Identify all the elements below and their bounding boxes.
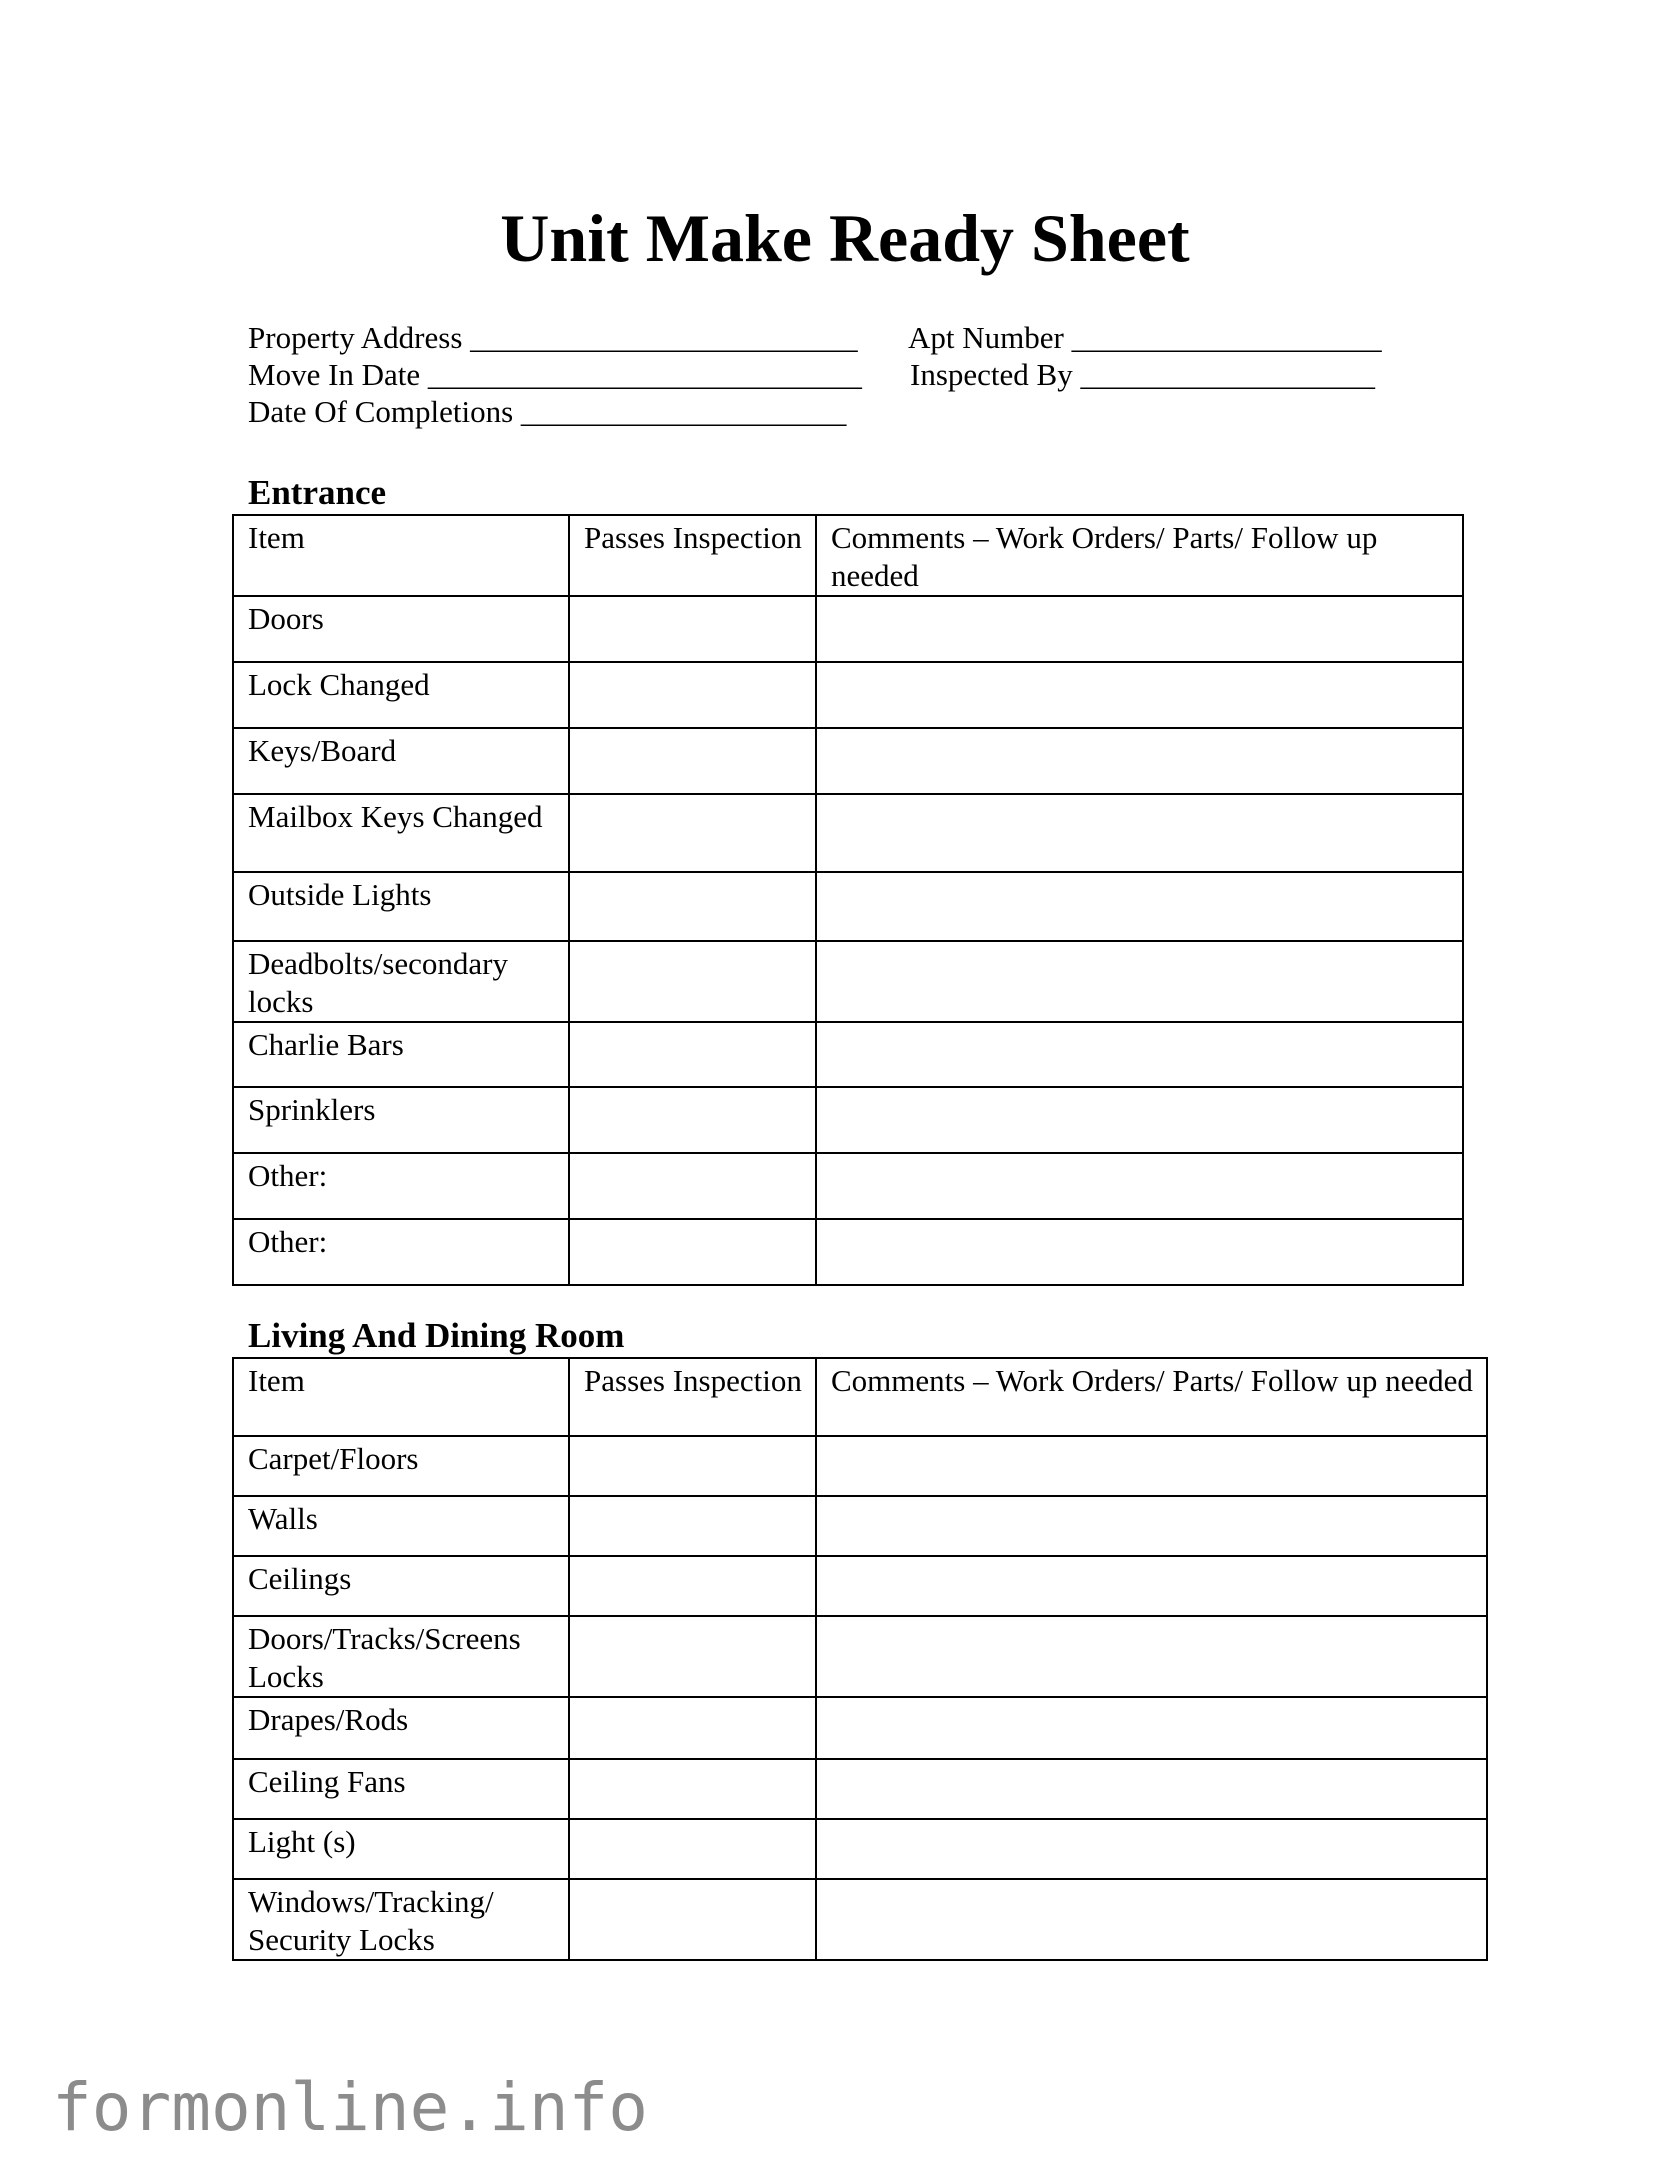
- column-header-comments: Comments – Work Orders/ Parts/ Follow up needed: [816, 515, 1463, 596]
- passes-cell[interactable]: [569, 662, 816, 728]
- watermark-text: formonline.info: [52, 2069, 649, 2146]
- item-cell: Ceilings: [233, 1556, 569, 1616]
- table-row: [233, 872, 1463, 941]
- living-dining-table: [232, 1357, 1488, 1961]
- item-cell: Windows/Tracking/ Security Locks: [233, 1879, 569, 1960]
- passes-cell[interactable]: [569, 1496, 816, 1556]
- passes-cell[interactable]: [569, 1022, 816, 1087]
- item-cell: Ceiling Fans: [233, 1759, 569, 1819]
- table-row: [233, 794, 1463, 872]
- passes-cell[interactable]: [569, 1219, 816, 1285]
- item-cell: Outside Lights: [233, 872, 569, 941]
- column-header-passes: Passes Inspection: [569, 1358, 816, 1436]
- item-cell: Deadbolts/secondary locks: [233, 941, 569, 1022]
- table-row: [233, 1879, 1487, 1960]
- comments-cell[interactable]: [816, 1819, 1487, 1879]
- item-cell: Lock Changed: [233, 662, 569, 728]
- table-row: [233, 1819, 1487, 1879]
- column-header-comments: Comments – Work Orders/ Parts/ Follow up needed: [816, 1358, 1487, 1436]
- comments-cell[interactable]: [816, 1087, 1463, 1153]
- passes-cell[interactable]: [569, 1436, 816, 1496]
- passes-cell[interactable]: [569, 1759, 816, 1819]
- comments-cell[interactable]: [816, 1759, 1487, 1819]
- inspected-by-field: Inspected By ___________________: [910, 357, 1375, 392]
- comments-cell[interactable]: [816, 1879, 1487, 1960]
- entrance-heading: Entrance: [248, 473, 387, 512]
- comments-cell[interactable]: [816, 1496, 1487, 1556]
- item-cell: Walls: [233, 1496, 569, 1556]
- passes-cell[interactable]: [569, 728, 816, 794]
- date-of-completions-field: Date Of Completions _____________________: [248, 394, 847, 429]
- item-cell: Doors/Tracks/Screens Locks: [233, 1616, 569, 1697]
- passes-cell[interactable]: [569, 1153, 816, 1219]
- item-cell: Charlie Bars: [233, 1022, 569, 1087]
- item-cell: Drapes/Rods: [233, 1697, 569, 1759]
- item-cell: Other:: [233, 1219, 569, 1285]
- table-row: [233, 662, 1463, 728]
- passes-cell[interactable]: [569, 1556, 816, 1616]
- table-row: [233, 1022, 1463, 1087]
- page-title: Unit Make Ready Sheet: [500, 200, 1190, 276]
- column-header-passes: Passes Inspection: [569, 515, 816, 596]
- item-cell: Sprinklers: [233, 1087, 569, 1153]
- item-cell: Carpet/Floors: [233, 1436, 569, 1496]
- comments-cell[interactable]: [816, 596, 1463, 662]
- item-cell: Mailbox Keys Changed: [233, 794, 569, 872]
- table-row: [233, 1087, 1463, 1153]
- table-header-row: [233, 515, 1463, 596]
- table-row: [233, 941, 1463, 1022]
- table-row: [233, 596, 1463, 662]
- table-row: [233, 1436, 1487, 1496]
- comments-cell[interactable]: [816, 1022, 1463, 1087]
- passes-cell[interactable]: [569, 941, 816, 1022]
- column-header-item: Item: [233, 515, 569, 596]
- comments-cell[interactable]: [816, 662, 1463, 728]
- apt-number-field: Apt Number ____________________: [908, 320, 1382, 355]
- passes-cell[interactable]: [569, 1697, 816, 1759]
- item-cell: Light (s): [233, 1819, 569, 1879]
- column-header-item: Item: [233, 1358, 569, 1436]
- comments-cell[interactable]: [816, 941, 1463, 1022]
- passes-cell[interactable]: [569, 794, 816, 872]
- table-row: [233, 1556, 1487, 1616]
- table-row: [233, 1219, 1463, 1285]
- passes-cell[interactable]: [569, 1819, 816, 1879]
- comments-cell[interactable]: [816, 1616, 1487, 1697]
- passes-cell[interactable]: [569, 1616, 816, 1697]
- living-dining-heading: Living And Dining Room: [248, 1316, 625, 1355]
- item-cell: Keys/Board: [233, 728, 569, 794]
- comments-cell[interactable]: [816, 1219, 1463, 1285]
- passes-cell[interactable]: [569, 596, 816, 662]
- passes-cell[interactable]: [569, 1879, 816, 1960]
- comments-cell[interactable]: [816, 794, 1463, 872]
- comments-cell[interactable]: [816, 1436, 1487, 1496]
- entrance-table: [232, 514, 1464, 1286]
- comments-cell[interactable]: [816, 728, 1463, 794]
- passes-cell[interactable]: [569, 872, 816, 941]
- table-row: [233, 1496, 1487, 1556]
- comments-cell[interactable]: [816, 872, 1463, 941]
- table-row: [233, 728, 1463, 794]
- passes-cell[interactable]: [569, 1087, 816, 1153]
- comments-cell[interactable]: [816, 1556, 1487, 1616]
- table-header-row: [233, 1358, 1487, 1436]
- move-in-date-field: Move In Date ____________________________: [248, 357, 862, 392]
- item-cell: Doors: [233, 596, 569, 662]
- table-row: [233, 1759, 1487, 1819]
- comments-cell[interactable]: [816, 1153, 1463, 1219]
- item-cell: Other:: [233, 1153, 569, 1219]
- comments-cell[interactable]: [816, 1697, 1487, 1759]
- property-address-field: Property Address _________________________: [248, 320, 858, 355]
- table-row: [233, 1697, 1487, 1759]
- table-row: [233, 1153, 1463, 1219]
- table-row: [233, 1616, 1487, 1697]
